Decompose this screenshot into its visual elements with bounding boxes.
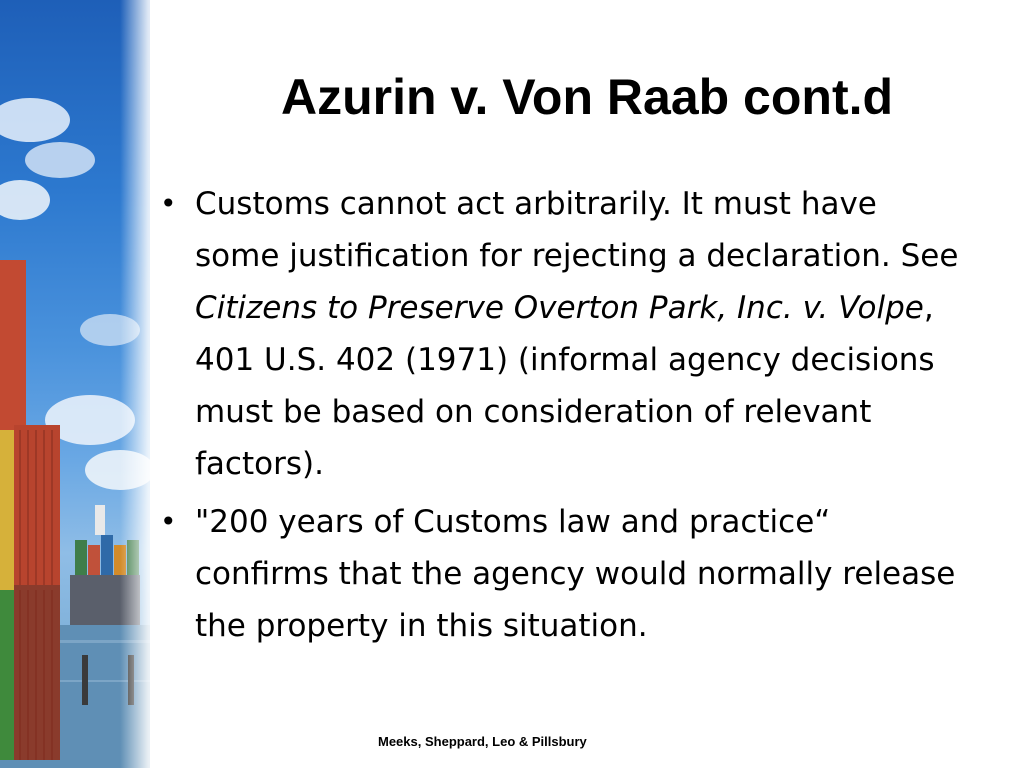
cloud: [0, 180, 50, 220]
stacked-container: [14, 425, 60, 585]
bollard: [82, 655, 88, 705]
bullet-item: [160, 178, 960, 490]
slide-title: Azurin v. Von Raab cont.d: [280, 69, 894, 125]
cloud: [0, 98, 70, 142]
stacked-container: [0, 260, 26, 430]
case-citation: Citizens to Preserve Overton Park, Inc. v. Volpe: [195, 290, 924, 326]
cloud: [25, 142, 95, 178]
strip-fade-overlay: [120, 0, 150, 768]
stacked-container: [14, 585, 60, 760]
bullet-list: [160, 178, 960, 658]
bullet-text: "200 years of Customs law and practice“ confirms that the agency would normally release the property in this situation.: [195, 504, 956, 644]
ship-container: [101, 535, 113, 575]
bullet-marker: •: [160, 505, 177, 538]
bullet-item: [160, 496, 960, 652]
ship-container: [88, 545, 100, 575]
bullet-text-continued: , 401 U.S. 402 (1971) (informal agency decisions must be based on consideration of relevant factors).: [195, 290, 935, 482]
bullet-text: Customs cannot act arbitrarily. It must have some justification for rejecting a declaration. See: [195, 186, 959, 274]
stacked-container: [0, 430, 14, 590]
ship-container: [75, 540, 87, 575]
ship-bridge: [95, 505, 105, 535]
stacked-container: [0, 590, 14, 760]
bullet-marker: •: [160, 187, 177, 220]
decorative-port-photo: [0, 0, 150, 768]
slide-footer: Meeks, Sheppard, Leo & Pillsbury: [378, 734, 587, 749]
